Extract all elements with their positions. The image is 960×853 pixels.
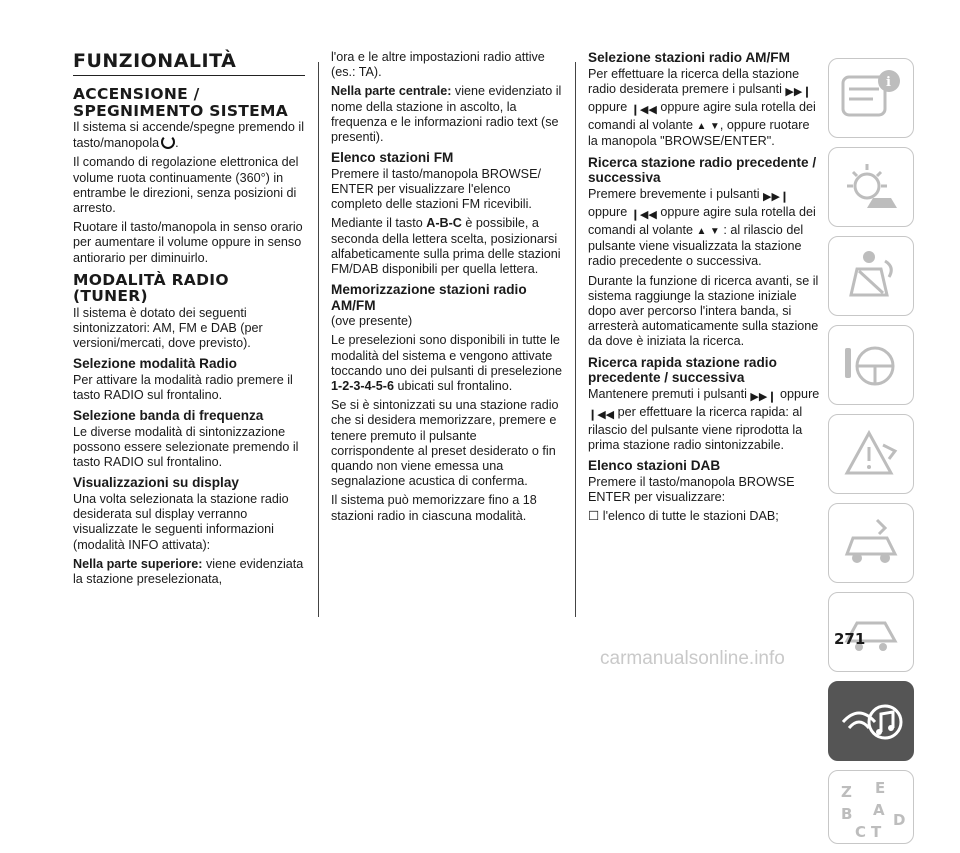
para-continued: l'ora e le altre impostazioni radio attive (es.: TA). bbox=[331, 50, 545, 80]
warning-triangle-icon bbox=[829, 415, 915, 495]
heading-memorize: Memorizzazione stazioni radio AM/FM bbox=[331, 282, 527, 313]
text: oppure bbox=[588, 99, 631, 114]
svg-text:D: D bbox=[893, 811, 906, 829]
heading-fast-search: Ricerca rapida stazione radio precedente / successiva bbox=[588, 354, 777, 386]
page-number: 271 bbox=[834, 630, 866, 648]
text: Il sistema si accende/spegne premendo il tasto/manopola bbox=[73, 120, 305, 151]
prev-track-icon: ❙◀◀ bbox=[588, 408, 615, 421]
chapter-tabs bbox=[828, 58, 914, 853]
prev-track-icon: ❙◀◀ bbox=[630, 103, 657, 116]
column-3 bbox=[588, 50, 820, 528]
column-1 bbox=[73, 50, 305, 591]
text: per effettuare la ricerca rapida: al rilascio del pulsante viene riprodotta la prima stazione radio sintonizzabile. bbox=[588, 404, 803, 453]
text: oppure agire sula rotella dei comandi al volante bbox=[588, 204, 816, 237]
prev-track-icon: ❙◀◀ bbox=[630, 208, 657, 221]
key-presets: 1-2-3-4-5-6 bbox=[331, 378, 394, 393]
svg-text:A: A bbox=[873, 801, 885, 819]
label-top: Nella parte superiore: bbox=[73, 556, 203, 571]
para-dab-item bbox=[588, 509, 820, 524]
steering-wheel-icon bbox=[829, 326, 915, 406]
para-center bbox=[331, 84, 563, 145]
para-dab: Premere il tasto/manopola BROWSE ENTER per visualizzare: bbox=[588, 474, 795, 505]
text: Premere brevemente i pulsanti bbox=[588, 186, 763, 201]
text: ubicati sul frontalino. bbox=[394, 378, 513, 393]
para-select-station bbox=[588, 67, 820, 150]
text: oppure agire sula rotella dei comandi al volante bbox=[588, 99, 816, 133]
next-track-icon: ▶▶❙ bbox=[785, 85, 812, 98]
para-search-2: Durante la funzione di ricerca avanti, se il sistema raggiunge la stazione iniziale dopo aver percorso l'intera banda, si arresterà automaticamente sulla stazione da dove è iniziata la ricerca. bbox=[588, 273, 819, 349]
tab-multimedia[interactable] bbox=[828, 681, 914, 761]
svg-text:Z: Z bbox=[841, 783, 852, 801]
para-power-2: Il comando di regolazione elettronica del volume ruota continuamente (360°) in entrambe le direzioni, senza posizioni di arresto. bbox=[73, 155, 299, 216]
para-mem-3: Il sistema può memorizzare fino a 18 stazioni radio in ciascuna modalità. bbox=[331, 493, 537, 523]
triangle-down-icon: ▼ bbox=[709, 225, 720, 237]
tab-index[interactable] bbox=[828, 770, 914, 844]
para-display: Una volta selezionata la stazione radio desiderata sul display verranno visualizzate le seguenti informazioni (modalità INFO attivata): bbox=[73, 491, 289, 552]
text: , oppure ruotare la manopola "BROWSE/ENTER". bbox=[588, 118, 810, 149]
watermark: carmanualsonline.info bbox=[600, 648, 785, 669]
column-2 bbox=[331, 50, 563, 528]
text: Le preselezioni sono disponibili in tutte le modalità del sistema e vengono attivate toccando uno dei pulsanti di preselezione bbox=[331, 333, 563, 378]
title-rule bbox=[73, 75, 305, 76]
tab-safety[interactable] bbox=[828, 236, 914, 316]
para-power-1 bbox=[73, 120, 305, 151]
heading-fm-list: Elenco stazioni FM bbox=[331, 150, 454, 166]
para-mem-2: Se si è sintonizzati su una stazione radio che si desidera memorizzare, premere e tenere premuto il pulsante corrispondente al preset desiderato o fin quando non viene emessa una segnalazione acustica di conferma. bbox=[331, 398, 559, 489]
alphabet-index-icon bbox=[829, 771, 915, 845]
text: Mediante il tasto bbox=[331, 216, 427, 231]
text: è possibile, a seconda della lettera scelta, posizionarsi alfabeticamente sulla prima delle stazioni FM/DAB disponibili per quella lettera. bbox=[331, 216, 561, 276]
svg-text:i: i bbox=[886, 75, 891, 90]
heading-dab: Elenco stazioni DAB bbox=[588, 458, 721, 474]
tab-dashboard[interactable] bbox=[828, 58, 914, 138]
svg-text:T: T bbox=[871, 823, 882, 841]
music-wifi-icon bbox=[829, 682, 915, 762]
heading-power: ACCENSIONE / SPEGNIMENTO SISTEMA bbox=[73, 85, 289, 120]
triangle-down-icon: ▼ bbox=[709, 121, 720, 133]
triangle-up-icon: ▲ bbox=[696, 225, 707, 237]
triangle-up-icon: ▲ bbox=[696, 121, 707, 133]
para-power-3: Ruotare il tasto/manopola in senso orario per aumentare il volume oppure in senso antiorario per diminuirlo. bbox=[73, 220, 303, 265]
service-car-icon bbox=[829, 504, 915, 584]
para-fm-1: Premere il tasto/manopola BROWSE/ ENTER per visualizzare l'elenco completo delle stazioni FM ricevibili. bbox=[331, 166, 541, 212]
next-track-icon: ▶▶❙ bbox=[763, 190, 790, 203]
page-title: FUNZIONALITÀ bbox=[73, 50, 237, 72]
heading-search: Ricerca stazione radio precedente / successiva bbox=[588, 154, 817, 186]
text: viene evidenziato il nome della stazione in ascolto, la frequenza e le informazioni radio text (se presenti). bbox=[331, 84, 562, 145]
heading-select-mode: Selezione modalità Radio bbox=[73, 356, 237, 372]
para-fast bbox=[588, 387, 820, 454]
para-select-mode: Per attivare la modalità radio premere il tasto RADIO sul frontalino. bbox=[73, 372, 293, 403]
para-band: Le diverse modalità di sintonizzazione possono essere selezionate premendo il tasto RADIO sul frontalino. bbox=[73, 424, 299, 470]
svg-text:E: E bbox=[875, 779, 886, 797]
tab-lights[interactable] bbox=[828, 147, 914, 227]
column-divider-2 bbox=[575, 62, 576, 617]
heading-band: Selezione banda di frequenza bbox=[73, 408, 264, 424]
text: . bbox=[175, 136, 179, 151]
warning-light-icon bbox=[829, 148, 915, 228]
para-mem-note: (ove presente) bbox=[331, 314, 413, 329]
tab-emergency[interactable] bbox=[828, 414, 914, 494]
seatbelt-icon bbox=[829, 237, 915, 317]
tab-driving[interactable] bbox=[828, 325, 914, 405]
text: Per effettuare la ricerca della stazione radio desiderata premere i pulsanti bbox=[588, 66, 800, 96]
column-divider-1 bbox=[318, 62, 319, 617]
key-abc: A-B-C bbox=[426, 216, 462, 231]
text: viene evidenziata la stazione preselezionata, bbox=[73, 556, 304, 586]
text: Mantenere premuti i pulsanti bbox=[588, 386, 751, 401]
svg-text:C: C bbox=[855, 823, 867, 841]
next-track-icon: ▶▶❙ bbox=[750, 390, 777, 403]
para-search-1 bbox=[588, 187, 820, 270]
heading-select-station: Selezione stazioni radio AM/FM bbox=[588, 50, 790, 65]
label-center: Nella parte centrale: bbox=[331, 84, 452, 99]
tab-maintenance[interactable] bbox=[828, 503, 914, 583]
text: : al rilascio del pulsante viene visualizzata la stazione radio precedente o successiva. bbox=[588, 222, 804, 269]
dashboard-info-icon bbox=[829, 59, 915, 139]
para-top bbox=[73, 557, 305, 587]
text: oppure bbox=[780, 386, 820, 401]
para-radio: Il sistema è dotato dei seguenti sintonizzatori: AM, FM e DAB (per versioni/mercati, dove previsto). bbox=[73, 305, 263, 351]
heading-display: Visualizzazioni su display bbox=[73, 475, 239, 491]
text: oppure bbox=[588, 204, 631, 219]
heading-radio-mode: MODALITÀ RADIO (TUNER) bbox=[73, 270, 229, 306]
power-icon bbox=[161, 135, 175, 149]
para-fm-2 bbox=[331, 216, 563, 277]
text: l'elenco di tutte le stazioni DAB; bbox=[599, 509, 779, 524]
checkbox-icon: ☐ bbox=[588, 509, 600, 524]
para-mem-1 bbox=[331, 333, 563, 394]
svg-text:B: B bbox=[841, 805, 853, 823]
